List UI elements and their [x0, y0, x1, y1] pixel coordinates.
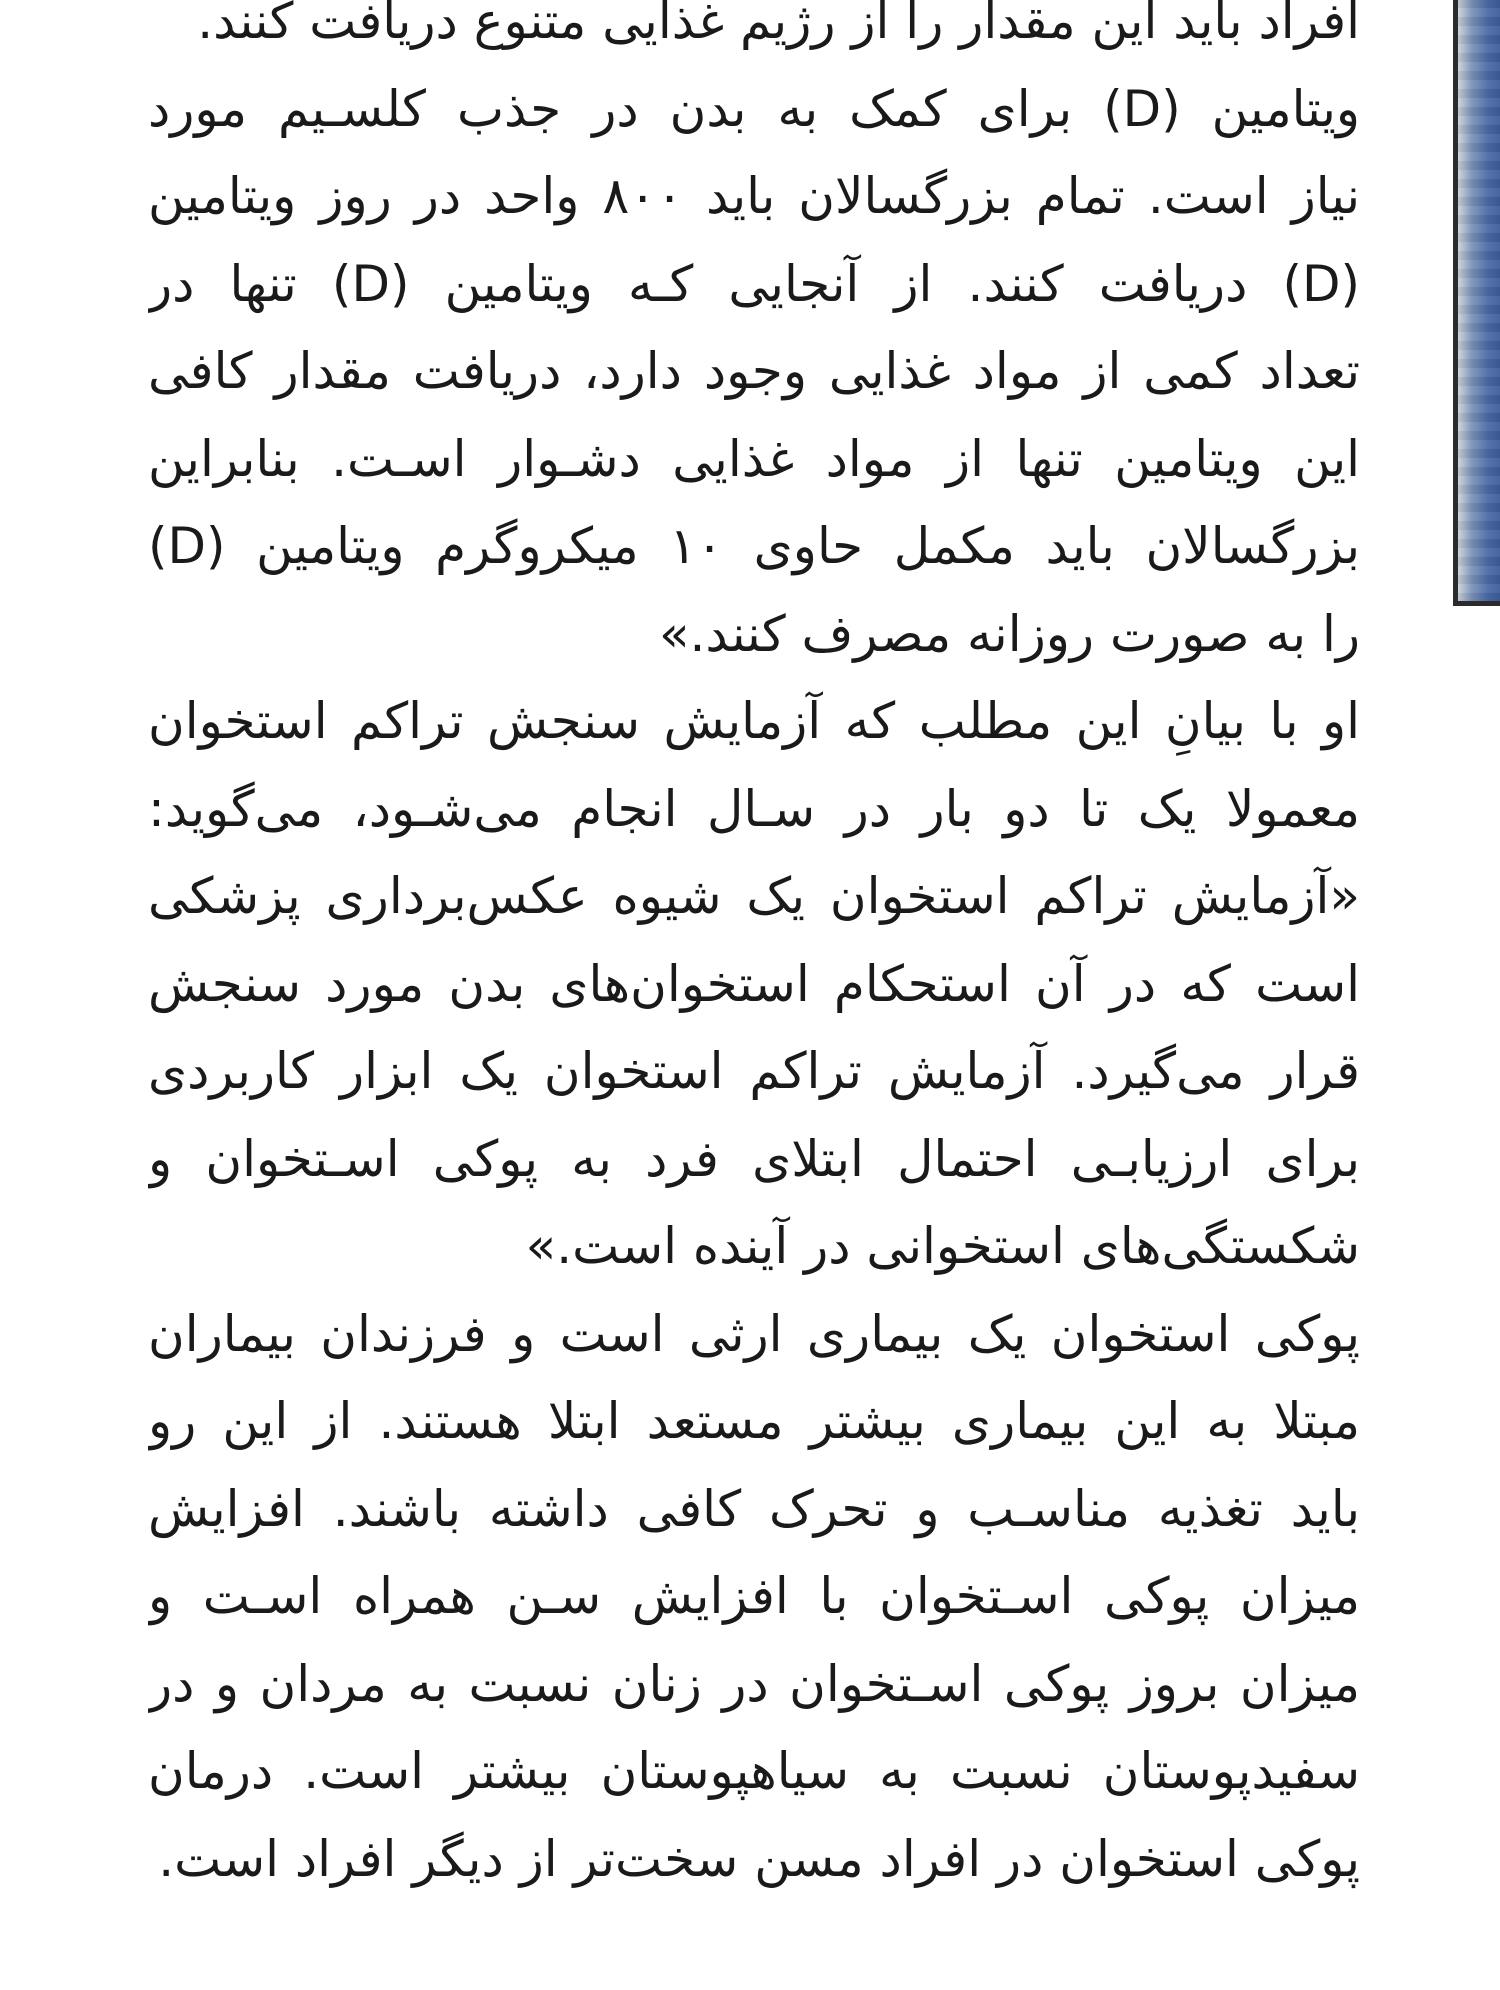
article-line: سفیدپوستان نسبت به سیاهپوستان بیشتر است. درمان: [148, 1742, 1360, 1800]
article-line: است که در آن استحکام استخوان‌های بدن مورد سنجش: [148, 954, 1360, 1013]
article-line: قرار می‌گیرد. آزمایش تراکم استخوان یک ابزار کاربردی: [148, 1042, 1360, 1100]
article-line: میزان بروز پوکی اسـتخوان در زنان نسبت به مردان و در: [148, 1654, 1360, 1713]
article-line: را به صورت روزانه مصرف کنند.»: [658, 604, 1360, 663]
article-photo: [1453, 0, 1500, 606]
article-line: او با بیانِ این مطلب که آزمایش سنجش تراکم استخوان: [148, 692, 1360, 750]
article-line: این ویتامین تنها از مواد غذایی دشـوار اسـت. بنابراین: [148, 429, 1360, 488]
article-line: پوکی استخوان یک بیماری ارثی است و فرزندان بیماران: [148, 1304, 1360, 1363]
article-column: [148, 0, 1360, 1903]
article-line: «آزمایش تراکم استخوان یک شیوه عکس‌برداری پزشکی: [148, 867, 1360, 925]
article-line: پوکی استخوان در افراد مسن سخت‌تر از دیگر افراد است.: [158, 1829, 1360, 1888]
article-line: معمولا یک تا دو بار در سـال انجام می‌شـود، می‌گوید:: [148, 779, 1360, 838]
article-line: افراد باید این مقدار را از رژیم غذایی متنوع دریافت کنند.: [197, 0, 1360, 50]
article-line: مبتلا به این بیماری بیشتر مستعد ابتلا هستند. از این رو: [148, 1392, 1360, 1450]
article-line: تعداد کمی از مواد غذایی وجود دارد، دریافت مقدار کافی: [148, 342, 1360, 400]
article-line: برای ارزیابـی احتمال ابتلای فرد به پوکی اسـتخوان و: [148, 1129, 1360, 1188]
article-line: میزان پوکی اسـتخوان با افزایش سـن همراه اسـت و: [148, 1567, 1360, 1625]
article-line: شکستگی‌های استخوانی در آینده است.»: [525, 1217, 1360, 1275]
article-line: (D) دریافت کنند. از آنجایی کـه ویتامین (D) تنها در: [148, 254, 1360, 313]
article-line: باید تغذیه مناسـب و تحرک کافی داشته باشند. افزایش: [148, 1479, 1360, 1538]
article-line: ویتامین (D) برای کمک به بدن در جذب کلسـیم مورد: [148, 79, 1360, 138]
article-line: نیاز است. تمام بزرگسالان باید ۸۰۰ واحد در روز ویتامین: [148, 167, 1360, 225]
article-line: بزرگسالان باید مکمل حاوی ۱۰ میکروگرم ویتامین (D): [148, 517, 1360, 575]
